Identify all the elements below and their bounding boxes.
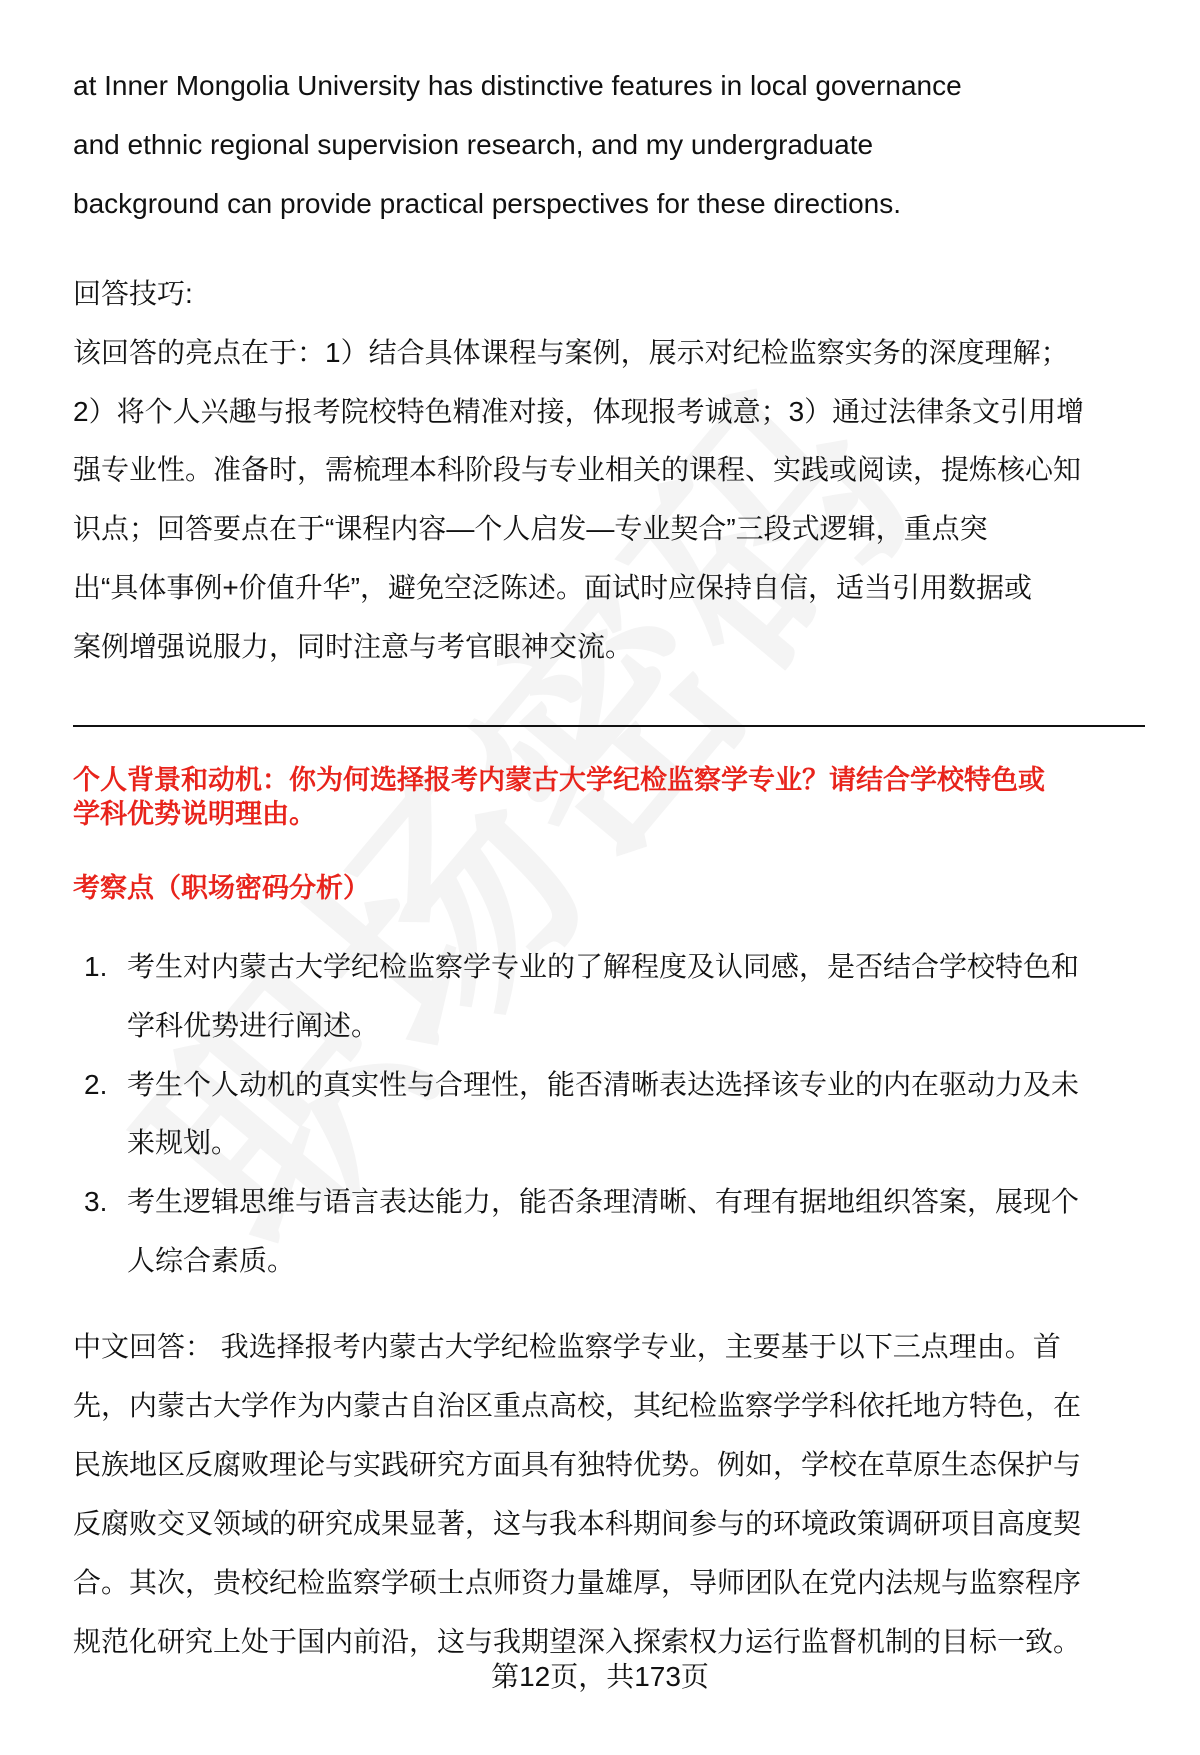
divider (73, 725, 1145, 727)
chinese-answer-line: 中文回答： 我选择报考内蒙古大学纪检监察学专业，主要基于以下三点理由。首 (73, 1331, 1061, 1362)
english-answer-line: background can provide practical perspectives for these directions. (73, 188, 901, 219)
chinese-answer-line: 规范化研究上处于国内前沿，这与我期望深入探索权力运行监督机制的目标一致。 (73, 1626, 1082, 1657)
list-item: 学科优势进行阐述。 (127, 1010, 380, 1041)
page-number: 第12页，共173页 (491, 1661, 709, 1692)
tips-line: 案例增强说服力，同时注意与考官眼神交流。 (73, 631, 634, 662)
chinese-answer-line: 反腐败交叉领域的研究成果显著，这与我本科期间参与的环境政策调研项目高度契 (73, 1508, 1082, 1539)
tips-line: 该回答的亮点在于：1）结合具体课程与案例，展示对纪检监察实务的深度理解； (73, 337, 1069, 368)
list-item: 考生对内蒙古大学纪检监察学专业的了解程度及认同感，是否结合学校特色和 (127, 951, 1080, 982)
list-number: 2. (84, 1069, 108, 1100)
chinese-answer-line: 民族地区反腐败理论与实践研究方面具有独特优势。例如，学校在草原生态保护与 (73, 1449, 1082, 1480)
tips-line: 强专业性。准备时，需梳理本科阶段与专业相关的课程、实践或阅读，提炼核心知 (73, 454, 1082, 485)
chinese-answer-line: 先，内蒙古大学作为内蒙古自治区重点高校，其纪检监察学学科依托地方特色，在 (73, 1390, 1082, 1421)
english-answer-line: at Inner Mongolia University has distinctive features in local governance (73, 70, 962, 101)
tips-line: 2）将个人兴趣与报考院校特色精准对接，体现报考诚意；3）通过法律条文引用增 (73, 396, 1085, 427)
chinese-answer-line: 合。其次，贵校纪检监察学硕士点师资力量雄厚，导师团队在党内法规与监察程序 (73, 1567, 1082, 1598)
list-number: 1. (84, 951, 108, 982)
question-heading: 个人背景和动机：你为何选择报考内蒙古大学纪检监察学专业？请结合学校特色或 (73, 765, 1045, 795)
list-item: 考生个人动机的真实性与合理性，能否清晰表达选择该专业的内在驱动力及未 (127, 1069, 1080, 1100)
question-heading: 学科优势说明理由。 (73, 799, 316, 829)
english-answer-line: and ethnic regional supervision research, and my undergraduate (73, 129, 874, 160)
tips-line: 出“具体事例+价值升华”，避免空泛陈述。面试时应保持自信，适当引用数据或 (73, 572, 1033, 603)
list-number: 3. (84, 1186, 108, 1217)
tips-line: 识点；回答要点在于“课程内容—个人启发—专业契合”三段式逻辑，重点突 (73, 513, 988, 544)
list-item: 人综合素质。 (127, 1245, 296, 1276)
tips-label: 回答技巧: (73, 278, 193, 309)
focus-title: 考察点（职场密码分析） (73, 873, 370, 903)
list-item: 考生逻辑思维与语言表达能力，能否条理清晰、有理有据地组织答案，展现个 (127, 1186, 1080, 1217)
list-item: 来规划。 (127, 1127, 240, 1158)
